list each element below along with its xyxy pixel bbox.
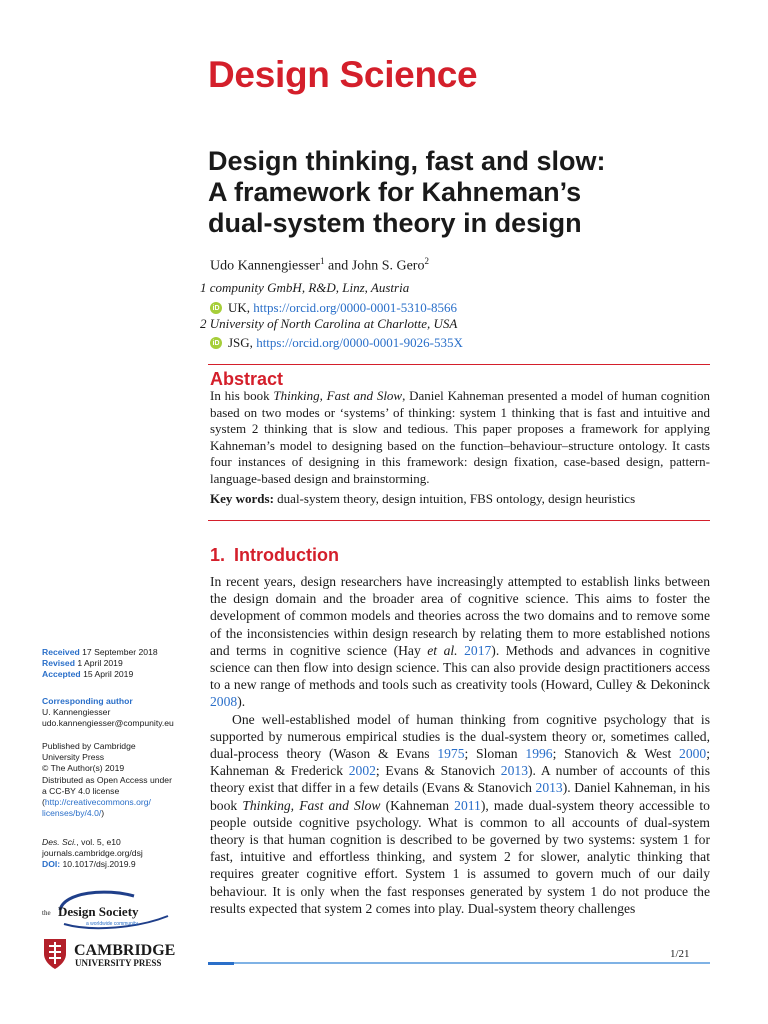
author-separator: and (324, 258, 352, 274)
orcid-initials: UK, (228, 300, 254, 315)
author-list (210, 256, 429, 275)
corresponding-label: Corresponding author (42, 696, 133, 706)
affiliation-1 (200, 280, 409, 296)
abstract-text: In his book Thinking, Fast and Slow, Daniel Kahneman presented a model of human cognition based on two modes or ‘systems’ of thinking: system 1 thinking that is fast and intuitive and system 2 thinking that is slow and tedious. This paper proposes a framework for applying Kahneman’s model to designing based on the function–behaviour–structure ontology. It casts four instances of designing in this framework: design fixation, case-based design, pattern-language-based design and brainstorming. (210, 388, 711, 486)
paragraph: In recent years, design researchers have increasingly attempted to establish links between the design domain and the broader area of cognitive science. This aims to foster the development of common models and theories across the two domains and to remove some of the inconsistencies within design research by relating them to more established notions and terms in cognitive science (Hay et al. 2017). Methods and advances in cognitive science can then flow into design science. This can also provide design practitioners access to a new range of methods and tools such as creativity tools (Howard, Culley & Dekoninck 2008). (210, 574, 710, 710)
title-line: Design thinking, fast and slow: (208, 146, 606, 176)
citation-link[interactable]: 2017 (457, 642, 492, 658)
logo-text: the (42, 909, 51, 917)
section-heading-introduction: 1. Introduction (210, 545, 339, 565)
received-label: Received (42, 647, 80, 657)
title-line: A framework for Kahneman’s (208, 177, 582, 207)
book-title: Thinking, Fast and Slow (273, 388, 403, 403)
page-number: 1/21 (670, 948, 690, 960)
citation-link[interactable]: 2000 (679, 746, 707, 762)
affiliation-marker: 2 (424, 256, 429, 266)
keywords (210, 491, 635, 507)
orcid-icon: iD (210, 337, 222, 349)
article-title (208, 146, 728, 239)
abstract-heading: Abstract (210, 369, 284, 389)
logo-text: UNIVERSITY PRESS (75, 958, 162, 968)
accepted-label: Accepted (42, 669, 81, 680)
doi-value[interactable]: 10.1017/dsj.2019.9 (60, 859, 136, 870)
introduction-body (210, 573, 710, 917)
affiliation-number: 1 (200, 280, 207, 295)
corresponding-author (42, 696, 202, 730)
affiliation-text: compunity GmbH, R&D, Linz, Austria (209, 280, 410, 295)
cambridge-logo (42, 936, 202, 972)
divider (208, 364, 710, 365)
journal-abbrev: Des. Sci. (42, 837, 77, 847)
citation-link[interactable]: 1975 (437, 746, 465, 762)
orcid-icon: iD (210, 302, 222, 314)
orcid-initials: JSG, (228, 335, 257, 350)
journal-name: Design Science (208, 54, 478, 95)
received-date: 17 September 2018 (79, 647, 158, 657)
author-name: John S. Gero (351, 258, 425, 274)
orcid-link[interactable]: https://orcid.org/0000-0001-9026-535X (256, 335, 463, 350)
corresponding-email[interactable]: udo.kannengiesser@compunity.eu (42, 718, 174, 729)
citation-link[interactable]: 2002 (348, 763, 376, 779)
affiliation-number: 2 (200, 316, 207, 331)
revised-date: 1 April 2019 (74, 658, 123, 669)
revised-label: Revised (42, 658, 75, 669)
divider (208, 520, 710, 521)
logo-text: CAMBRIDGE (74, 942, 176, 959)
orcid-line-1 (210, 300, 457, 316)
journal-website[interactable]: journals.cambridge.org/dsj (42, 848, 143, 859)
orcid-link[interactable]: https://orcid.org/0000-0001-5310-8566 (253, 300, 458, 315)
footer-rule-accent (208, 962, 234, 965)
title-line: dual-system theory in design (208, 208, 582, 238)
author-name: Udo Kannengiesser (210, 258, 321, 274)
citation-info: Des. Sci., vol. 5, e10 journals.cambridge.org/dsj DOI: 10.1017/dsj.2019.9 (42, 837, 202, 871)
paragraph: One well-established model of human thinking from cognitive psychology that is supported by numerous empirical studies is the dual-system theory or, sometimes called, dual-process theory (Wason & Evans 1975; Sloman 1996; Stanovich & West 2000; Kahneman & Frederick 2002; Evans & Stanovich 2013). A number of accounts of this theory exist that differ in a few details (Evans & Stanovich 2013). Daniel Kahneman, in his book Thinking, Fast and Slow (Kahneman 2011), made dual-system theory accessible to people outside cognitive psychology. What is common to all accounts of dual-system theory is that human cognition is described to be governed by two systems: system 1 for fast, intuitive and effortless thinking, and system 2 for slower, analytic thinking that requires greater cognitive effort. System 1 is assumed to govern much of our daily behaviour. It is only when the fast responses generated by system 1 do not produce the results expected that system 2 comes into play. Dual-system theory challenges (210, 711, 710, 916)
footer-rule (208, 962, 710, 964)
article-history (42, 647, 202, 681)
publication-info: Published by Cambridge University Press © The Author(s) 2019 Distributed as Open Access under a CC-BY 4.0 license (http://creativecommons.org/ licenses/by/4.0/) (42, 741, 172, 819)
affiliation-text: University of North Carolina at Charlotte, USA (209, 316, 458, 331)
license-link[interactable]: http://creativecommons.org/ (44, 797, 151, 808)
accepted-date: 15 April 2019 (80, 669, 134, 680)
affiliation-2 (200, 316, 457, 332)
citation-link[interactable]: 2011 (454, 797, 481, 813)
license-link[interactable]: licenses/by/4.0/ (42, 808, 102, 819)
design-society-logo (42, 888, 182, 932)
logo-text: a worldwide community (86, 921, 138, 927)
logo-text: Design Society (58, 904, 139, 919)
doi-label: DOI: (42, 859, 61, 870)
affiliation-marker: 1 (320, 256, 325, 266)
citation-link[interactable]: 2013 (500, 763, 528, 779)
keywords-label: Key words: (210, 491, 274, 506)
citation-link[interactable]: 2008 (210, 694, 238, 710)
orcid-line-2 (210, 335, 463, 351)
citation-link[interactable]: 1996 (525, 746, 553, 762)
corresponding-name: U. Kannengiesser (42, 707, 111, 718)
keywords-list: dual-system theory, design intuition, FBS ontology, design heuristics (273, 491, 636, 506)
citation-link[interactable]: 2013 (535, 780, 563, 796)
